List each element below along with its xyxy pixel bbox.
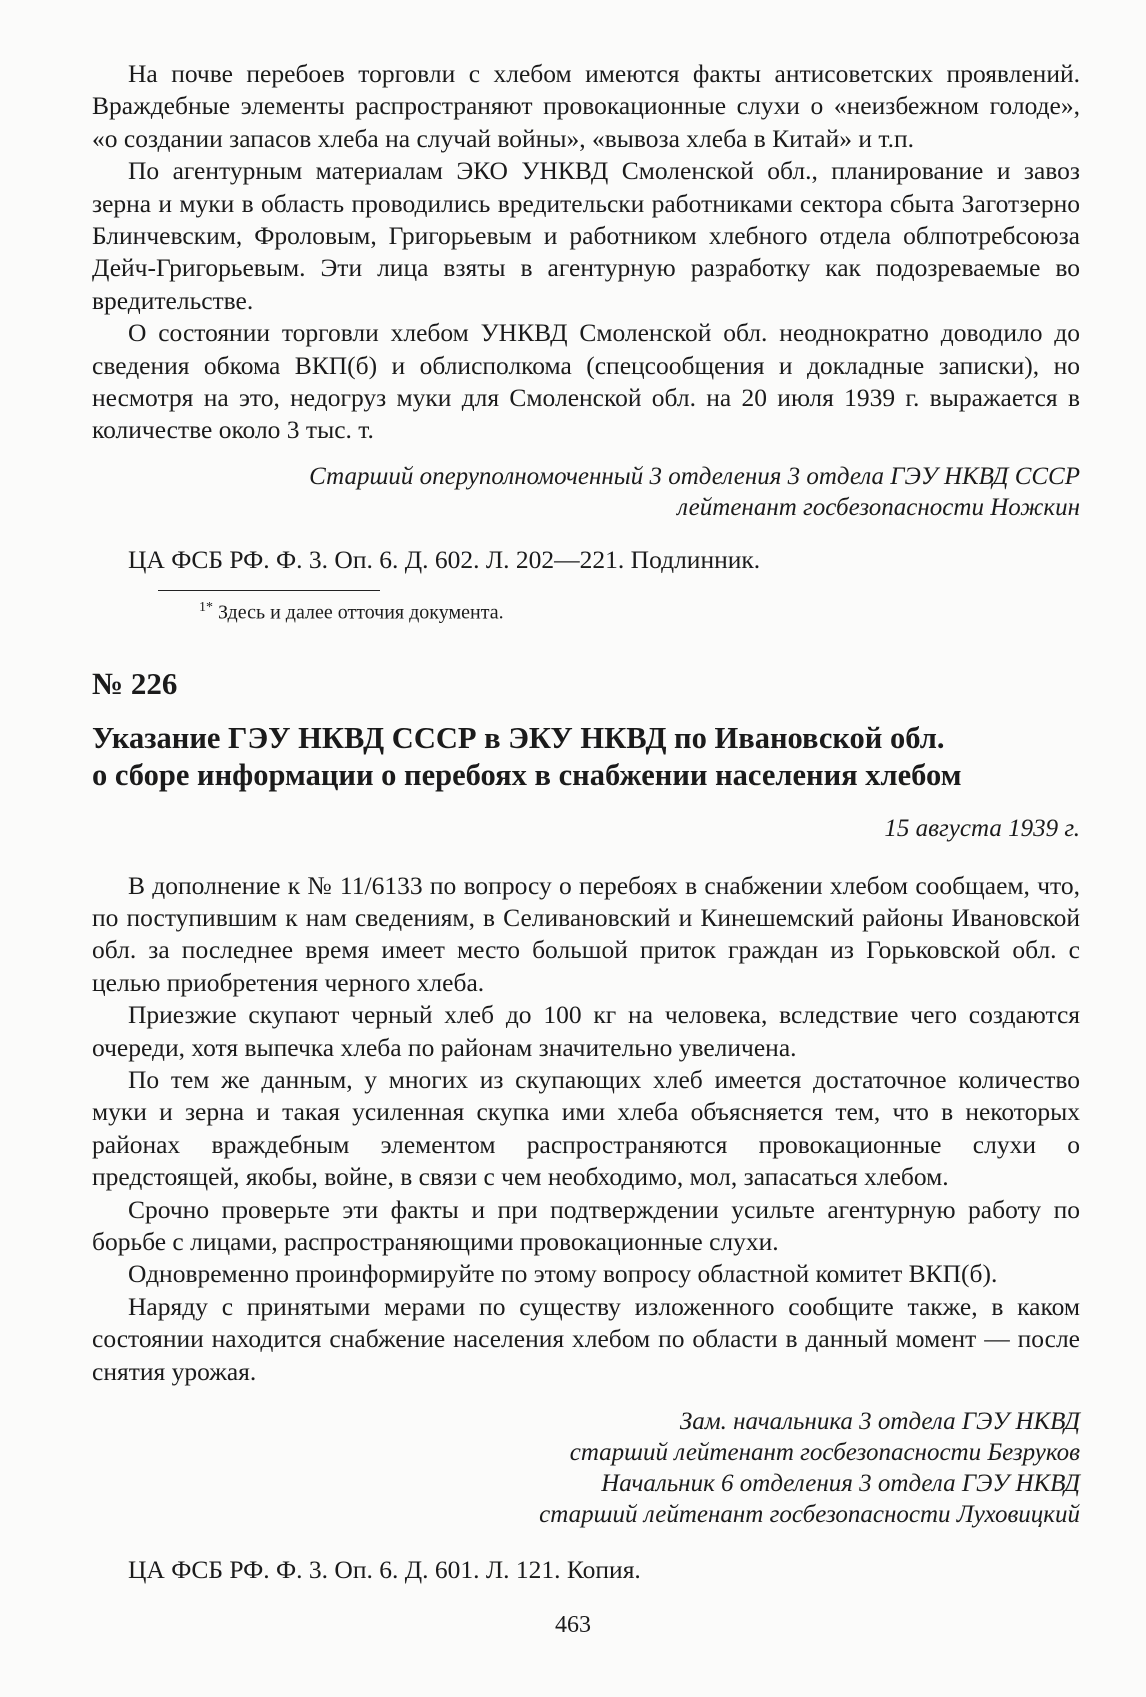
document-title: [92, 720, 1080, 794]
signature-block: [92, 461, 1080, 523]
archive-reference: ЦА ФСБ РФ. Ф. 3. Оп. 6. Д. 601. Л. 121. Копия.: [128, 1555, 641, 1585]
paragraph: По агентурным материалам ЭКО УНКВД Смоленской обл., планирование и завоз зерна и муки в область проводились вредительски работниками сектора сбыта Заготзерно Блинчевским, Фроловым, Григорьевым и работником хлебного отдела облпотребсоюза Дейч-Григорьевым. Эти лица взяты в агентурную разработку как подозреваемые во вредительстве.: [92, 156, 1080, 315]
title-line: о сборе информации о перебоях в снабжении населения хлебом: [92, 757, 962, 792]
archive-reference: ЦА ФСБ РФ. Ф. 3. Оп. 6. Д. 602. Л. 202—221. Подлинник.: [128, 544, 761, 574]
footnote: [92, 595, 1080, 626]
page-number: 463: [555, 1612, 591, 1638]
paragraph: По тем же данным, у многих из скупающих хлеб имеется достаточное количество муки и зерна и такая усиленная скупка ими хлеба объясняется тем, что в некоторых районах враждебным элементом распространяются провокационные слухи о предстоящей, якобы, войне, в связи с чем необходимо, мол, запасаться хлебом.: [92, 1064, 1080, 1192]
document-page: [92, 58, 1080, 1586]
footnote-rule: [158, 590, 380, 591]
paragraph: В дополнение к № 11/6133 по вопросу о перебоях в снабжении хлебом сообщаем, что, по поступившим к нам сведениям, в Селивановский и Кинешемский районы Ивановской обл. за последнее время имеет место большой приток граждан из Горьковской обл. с целью приобретения черного хлеба.: [92, 870, 1080, 997]
document-number: № 226: [92, 665, 178, 701]
paragraph: О состоянии торговли хлебом УНКВД Смоленской обл. неоднократно доводило до сведения обкома ВКП(б) и облисполкома (спецсообщения и докладные записки), но несмотря на это, недогруз муки для Смоленской обл. на 20 июля 1939 г. выражается в количестве около 3 тыс. т.: [92, 318, 1080, 445]
signature-line: Начальник 6 отделения 3 отдела ГЭУ НКВД: [601, 1470, 1080, 1498]
paragraph: Одновременно проинформируйте по этому вопросу областной комитет ВКП(б).: [128, 1259, 998, 1289]
signature-line: старший лейтенант госбезопасности Безруков: [569, 1439, 1080, 1467]
signature-block: [92, 1406, 1080, 1530]
footnote-marker: 1*: [199, 599, 213, 615]
signature-line: лейтенант госбезопасности Ножкин: [677, 493, 1080, 521]
paragraph: Наряду с принятыми мерами по существу изложенного сообщите также, в каком состоянии находится снабжение населения хлебом по области в данный момент — после снятия урожая.: [92, 1291, 1080, 1386]
paragraph: На почве перебоев торговли с хлебом имеются факты антисоветских проявлений. Враждебные элементы распространяют провокационные слухи о «неизбежном голоде», «о создании запасов хлеба на случай войны», «вывоза хлеба в Китай» и т.п.: [92, 59, 1080, 153]
signature-line: Зам. начальника 3 отдела ГЭУ НКВД: [679, 1408, 1080, 1436]
paragraph: Срочно проверьте эти факты и при подтверждении усильте агентурную работу по борьбе с лицами, распространяющими провокационные слухи.: [92, 1194, 1080, 1256]
signature-line: старший лейтенант госбезопасности Луховицкий: [539, 1501, 1080, 1529]
paragraph: Приезжие скупают черный хлеб до 100 кг на человека, вследствие чего создаются очереди, хотя выпечка хлеба по районам значительно увеличена.: [92, 1000, 1080, 1062]
title-line: Указание ГЭУ НКВД СССР в ЭКУ НКВД по Ивановской обл.: [92, 720, 945, 755]
document-body: [92, 870, 1080, 1389]
document-date: 15 августа 1939 г.: [884, 814, 1080, 842]
footnote-text: Здесь и далее отточия документа.: [218, 601, 504, 624]
signature-line: Старший оперуполномоченный 3 отделения 3 отдела ГЭУ НКВД СССР: [309, 462, 1080, 490]
